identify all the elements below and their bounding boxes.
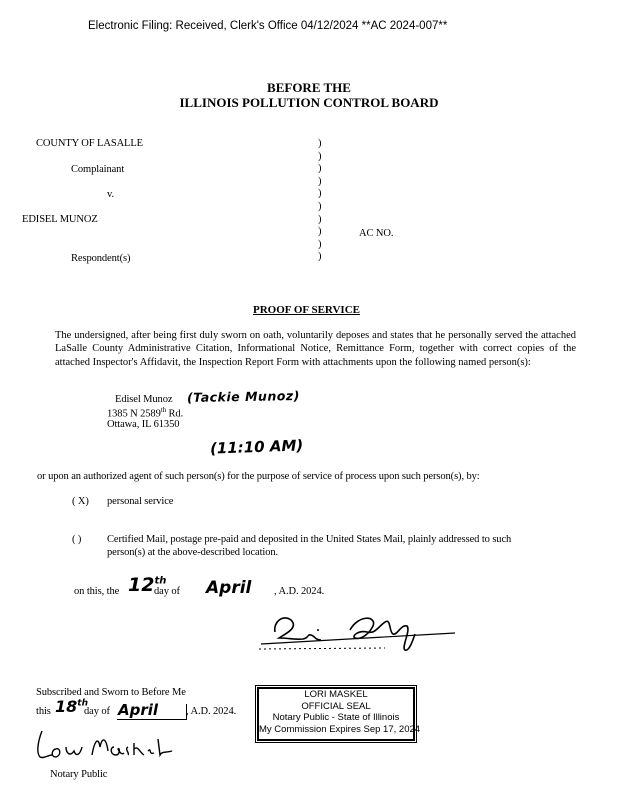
respondent-name: EDISEL MUNOZ <box>22 214 98 225</box>
notary-this: this <box>36 706 51 717</box>
filing-stamp-header: Electronic Filing: Received, Clerk's Office 04/12/2024 **AC 2024-007** <box>88 20 448 32</box>
service-date-prefix: on this, the <box>74 586 120 597</box>
handwritten-service-time: (11:10 AM) <box>209 436 304 458</box>
service-date-day-of: day of <box>154 586 180 597</box>
served-party-name: Edisel Munoz <box>115 394 173 405</box>
proof-body-paragraph: The undersigned, after being first duly sworn on oath, voluntarily deposes and states that he personally served the attached LaSalle County Administrative Citation, Informational Notice, Remittance Form, together with correct copies of the attached Inspector's Affidavit, the Inspection Report Form with attachments upon the following named person(s): <box>55 330 576 368</box>
complainant-name: COUNTY OF LASALLE <box>36 138 143 149</box>
handwritten-alias: (Tackie Munoz) <box>186 388 300 405</box>
service-date-day: 12th <box>128 574 167 596</box>
notary-date-suffix: , A.D. 2024. <box>186 706 237 717</box>
proof-of-service-heading: PROOF OF SERVICE <box>253 304 360 316</box>
certified-mail-line1: Certified Mail, postage pre-paid and deposited in the United States Mail, plainly addressed to such <box>107 534 512 545</box>
seal-expiration: My Commission Expires Sep 17, 2024 <box>259 723 421 735</box>
seal-name: LORI MASKEL <box>304 689 368 700</box>
notary-date-day: 18th <box>55 697 88 716</box>
notary-official-seal <box>257 687 421 741</box>
seal-state: Notary Public - State of Illinois <box>272 712 400 723</box>
personal-service-checkbox: ( X) <box>72 496 89 507</box>
document-title-line1: BEFORE THE <box>267 80 351 95</box>
seal-title: OFFICIAL SEAL <box>301 700 371 712</box>
served-party-city: Ottawa, IL 61350 <box>107 419 180 430</box>
served-party-street: 1385 N 2589th Rd. <box>107 406 184 420</box>
service-date-month: April <box>206 578 252 598</box>
certified-mail-line2: person(s) at the above-described location. <box>107 547 279 558</box>
notary-date-month: April <box>118 701 159 719</box>
case-number-label: AC NO. <box>359 228 394 239</box>
notary-public-label: Notary Public <box>50 769 108 780</box>
respondent-role: Respondent(s) <box>71 253 131 264</box>
complainant-role: Complainant <box>71 164 125 175</box>
notary-signature <box>28 725 178 767</box>
notary-day-of: day of <box>84 706 110 717</box>
notary-month-underline <box>117 719 187 720</box>
document-title-line2: ILLINOIS POLLUTION CONTROL BOARD <box>179 95 439 110</box>
server-signature <box>255 604 465 659</box>
certified-mail-checkbox: ( ) <box>72 534 82 545</box>
authorized-agent-text: or upon an authorized agent of such person(s) for the purpose of service of process upon such person(s), by: <box>37 471 480 482</box>
personal-service-label: personal service <box>107 496 174 507</box>
versus-label: v. <box>107 189 114 200</box>
service-date-suffix: , A.D. 2024. <box>274 586 325 597</box>
subscribed-sworn-text: Subscribed and Sworn to Before Me <box>36 687 186 698</box>
caption-parenthesis-column: ) ) ) ) ) ) ) ) ) ) <box>318 138 322 263</box>
